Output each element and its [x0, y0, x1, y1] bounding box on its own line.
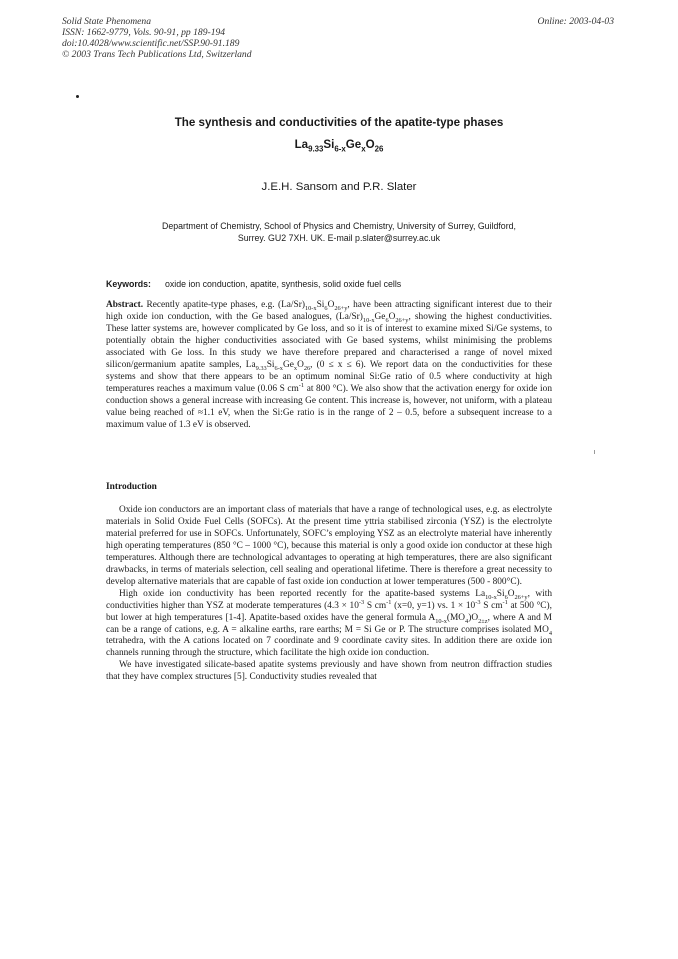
- subscript: 6: [324, 304, 328, 312]
- introduction-paragraph: [106, 589, 552, 661]
- title-formula: [0, 138, 678, 154]
- formula-part: Ge: [345, 138, 362, 151]
- subscript: 4: [465, 617, 469, 625]
- keywords-text: oxide ion conduction, apatite, synthesis, solid oxide fuel cells: [164, 279, 402, 289]
- formula-part: O: [365, 138, 375, 151]
- subscript: 2±z: [478, 617, 488, 625]
- issn-line: ISSN: 1662-9779, Vols. 90-91, pp 189-194: [62, 27, 226, 38]
- text-run: at 500 °C), but lower at high temperatures [1-4]. Apatite-based oxides have the general formula A: [106, 600, 552, 623]
- text-run: (x=0, y=1) vs. 1 × 10: [391, 600, 476, 611]
- text-run: Si: [316, 300, 325, 310]
- formula-sub: 9.33: [308, 144, 324, 154]
- online-date: Online: 2003-04-03: [537, 16, 614, 27]
- scan-mark: [594, 450, 595, 454]
- formula-part: La: [294, 138, 309, 151]
- superscript: -1: [502, 598, 508, 606]
- subscript: 10-x: [304, 304, 317, 312]
- affiliation: [110, 220, 568, 244]
- copyright-line: © 2003 Trans Tech Publications Ltd, Switzerland: [62, 49, 252, 60]
- abstract-label: Abstract.: [106, 300, 144, 310]
- abstract-paragraph: [106, 300, 552, 431]
- keywords: [106, 279, 401, 289]
- subscript: 4: [548, 629, 552, 637]
- text-run: )O: [468, 612, 479, 623]
- text-run: (MO: [446, 612, 466, 623]
- subscript: x: [293, 364, 298, 372]
- subscript: 26+y: [514, 593, 528, 601]
- text-run: O: [388, 311, 396, 322]
- keywords-label: Keywords:: [106, 279, 151, 289]
- subscript: 26+y: [334, 304, 348, 312]
- text-run: Recently apatite-type phases, e.g. (La/Sr): [143, 300, 305, 310]
- abstract: [106, 300, 552, 431]
- subscript: 6-x: [274, 364, 283, 372]
- subscript: 10-x: [435, 617, 447, 625]
- text-run: tetrahedra, with the A cations located on 7 coordinate and 9 coordinate cavity sites. In addition there are oxide ion channels running through the structure, which facilitate the high oxide ion conduction.: [106, 636, 552, 659]
- subscript: 9.33: [255, 364, 267, 372]
- doi-line: doi:10.4028/www.scientific.net/SSP.90-91.189: [62, 38, 240, 49]
- text-run: S cm: [480, 600, 503, 611]
- publication-info: [62, 16, 614, 60]
- text-run: Ge: [374, 311, 386, 322]
- text-run: O: [297, 359, 304, 370]
- subscript: 26: [303, 364, 311, 372]
- formula-sub: 26: [374, 144, 384, 154]
- text-run: S cm: [364, 600, 387, 611]
- superscript: -3: [475, 598, 481, 606]
- text-run: Si: [266, 359, 275, 370]
- subscript: 26+y: [395, 316, 409, 324]
- stray-dot: [76, 95, 79, 98]
- introduction-paragraph: Oxide ion conductors are an important class of materials that have a range of technological uses, e.g. as electrolyte materials in Solid Oxide Fuel Cells (SOFCs). At the present time yttria stabilised zirconia (YSZ) is the electrolyte material preferred for use in SOFCs. Unfortunately, SOFC’s employing YSZ as an electrolyte material have inherently high operating temperatures (850 °C – 1000 °C), because this material is only a good oxide ion conductor at these high temperatures. Although there are technological advantages to operating at high temperatures, there are also significant drawbacks, in terms of materials selection, cell sealing and operational lifetime. There is therefore a great necessity to develop alternative materials that are capable of fast oxide ion conduction at lower temperatures (500 - 800°C).: [106, 505, 552, 587]
- running-header: [62, 16, 614, 60]
- text-run: , have been attracting significant interest due to their high oxide ion conduction, with the Ge based analogues, (La/Sr): [106, 300, 553, 322]
- introduction-body: [106, 505, 552, 684]
- superscript: -1: [298, 381, 305, 389]
- text-run: High oxide ion conductivity has been reported recently for the apatite-based systems La: [119, 588, 486, 599]
- paper-title: [0, 116, 678, 154]
- formula-sub: x: [361, 144, 366, 154]
- superscript: -3: [358, 598, 365, 606]
- introduction-paragraph: We have investigated silicate-based apatite systems previously and have shown from neutron diffraction studies that they have complex structures [5]. Conductivity studies revealed that: [106, 660, 552, 683]
- affiliation-line: Department of Chemistry, School of Physics and Chemistry, University of Surrey, Guildford,: [162, 221, 516, 231]
- superscript: -1: [386, 598, 392, 606]
- authors: J.E.H. Sansom and P.R. Slater: [261, 181, 417, 193]
- text-run: , with conductivities higher than YSZ at moderate temperatures (4.3 × 10: [106, 588, 552, 611]
- subscript: 6: [504, 593, 508, 601]
- text-run: , showing the highest conductivities. These latter systems are, however complicated by Ge loss, and so it is of interest to examine mixed Si/Ge systems, to potentially obtain the higher conductivities associated with Ge based systems, whilst minimising the problems associated with Ge loss. In this study we have therefore prepared and characterised a range of novel mixed silicon/germanium apatite samples, La: [106, 311, 552, 370]
- text-run: O: [507, 588, 515, 599]
- text-run: , (0 ≤ x ≤ 6). We report data on the conductivities for these systems and show that there appears to be an optimum nominal Si:Ge ratio of 0.5 where conductivity at high temperatures reaches a maximum value (0.06 S cm: [106, 359, 552, 394]
- journal-name: Solid State Phenomena: [62, 16, 151, 27]
- formula-part: Si: [323, 138, 335, 151]
- text-run: O: [327, 300, 335, 310]
- title-line: The synthesis and conductivities of the apatite-type phases: [174, 116, 504, 129]
- text-run: Ge: [282, 359, 294, 370]
- subscript: 10-x: [485, 593, 497, 601]
- text-run: , where A and M can be a range of cations, e.g. A = alkaline earths, rare earths; M = Si Ge or P. The structure comprises isolated MO: [106, 612, 552, 635]
- affiliation-line: Surrey. GU2 7XH. UK. E-mail p.slater@surrey.ac.uk: [237, 233, 441, 243]
- subscript: 6: [385, 316, 389, 324]
- section-heading-introduction: Introduction: [106, 482, 157, 492]
- formula-sub: 6-x: [334, 144, 346, 154]
- text-run: at 800 °C). We also show that the activation energy for oxide ion conduction shows a general increase with increasing Ge content. This increase is, however, not uniform, with a plateau value being reached of ≈1.1 eV, when the Si:Ge ratio is in the range of 2 – 0.5, before a subsequent increase to a maximum value of 1.3 eV is observed.: [106, 383, 552, 430]
- subscript: 10-x: [362, 316, 375, 324]
- text-run: Si: [496, 588, 505, 599]
